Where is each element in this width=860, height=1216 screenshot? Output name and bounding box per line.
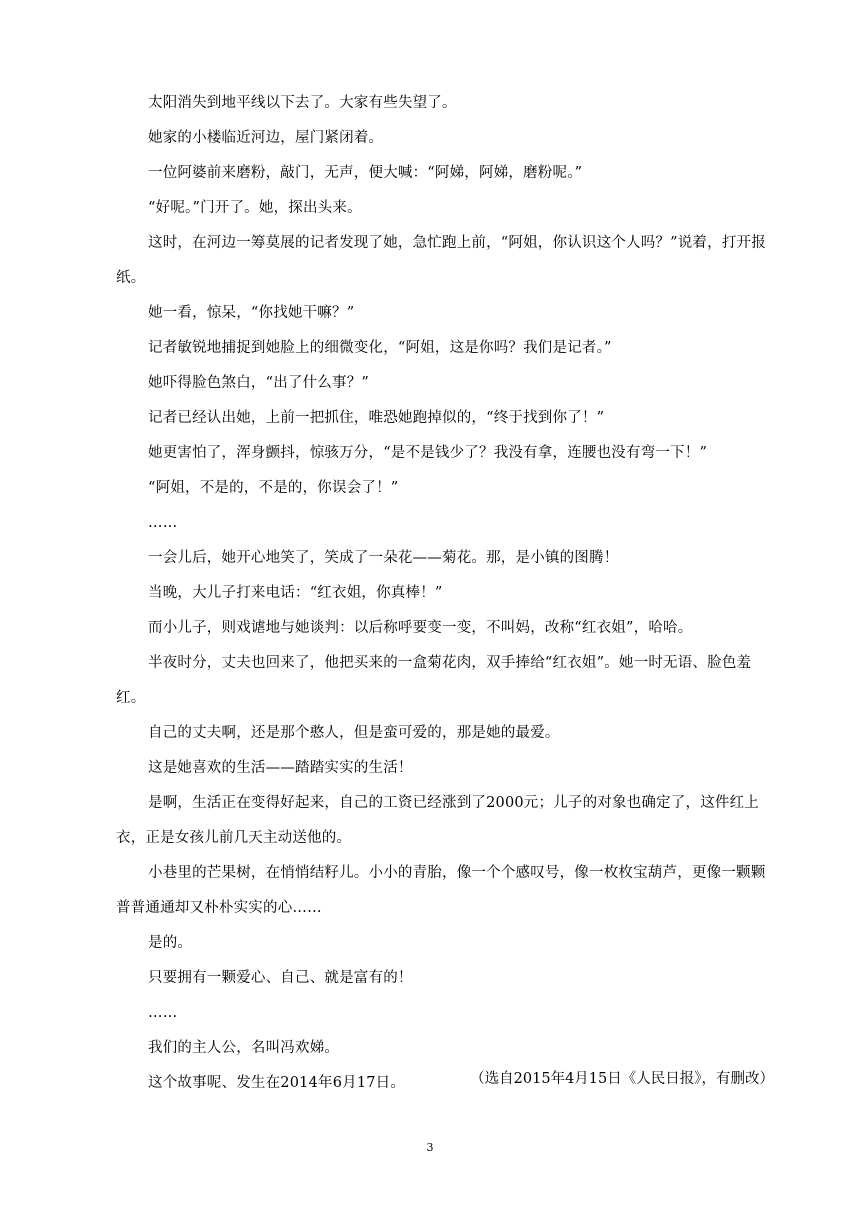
paragraph: 她更害怕了，浑身颤抖，惊骇万分，“是不是钱少了？我没有拿，连腰也没有弯一下！” [148, 445, 708, 461]
paragraph: 是的。 [148, 935, 193, 951]
source-citation: （选自2015年4月15日《人民日报》，有删改） [470, 1071, 774, 1087]
paragraph: 这是她喜欢的生活——踏踏实实的生活！ [148, 760, 413, 776]
paragraph: 自己的丈夫啊，还是那个憨人，但是蛮可爱的，那是她的最爱。 [148, 725, 560, 741]
paragraph: “阿姐，不是的，不是的，你误会了！” [148, 480, 399, 496]
paragraph: 我们的主人公，名叫冯欢娣。 [148, 1040, 340, 1056]
paragraph: 一位阿婆前来磨粉，敲门，无声，便大喊：“阿娣，阿娣，磨粉呢。” [148, 165, 583, 181]
ellipsis-paragraph: …… [148, 1005, 178, 1021]
paragraph: 她一看，惊呆，“你找她干嘛？” [148, 305, 355, 321]
page-number: 3 [426, 1141, 434, 1154]
paragraph: 记者已经认出她，上前一把抓住，唯恐她跑掉似的，“终于找到你了！” [148, 410, 605, 426]
paragraph: 她家的小楼临近河边，屋门紧闭着。 [148, 130, 384, 146]
paragraph: 当晚，大儿子打来电话：“红衣姐，你真棒！” [148, 585, 443, 601]
paragraph: 半夜时分，丈夫也回来了，他把买来的一盒菊花肉，双手捧给“红衣姐”。她一时无语、脸色羞红。 [116, 655, 752, 706]
article-body [116, 86, 776, 1101]
paragraph: 太阳消失到地平线以下去了。大家有些失望了。 [148, 95, 457, 111]
paragraph: 小巷里的芒果树，在悄悄结籽儿。小小的青胎，像一个个感叹号，像一枚枚宝葫芦，更像一颗颗普普通通却又朴朴实实的心…… [116, 865, 766, 916]
paragraph: 只要拥有一颗爱心、自己、就是富有的！ [148, 970, 413, 986]
paragraph: 是啊，生活正在变得好起来，自己的工资已经涨到了2000元；儿子的对象也确定了，这件红上衣，正是女孩儿前几天主动送他的。 [116, 795, 759, 846]
paragraph: “好呢。”门开了。她，探出头来。 [148, 200, 362, 216]
ellipsis-paragraph: …… [148, 515, 178, 531]
paragraph: 记者敏锐地捕捉到她脸上的细微变化，“阿姐，这是你吗？我们是记者。” [148, 340, 612, 356]
paragraph: 这个故事呢、发生在2014年6月17日。 [148, 1075, 406, 1091]
paragraph: 一会儿后，她开心地笑了，笑成了一朵花——菊花。那，是小镇的图腾！ [148, 550, 619, 566]
paragraph: 而小儿子，则戏谑地与她谈判：以后称呼要变一变，不叫妈，改称“红衣姐”，哈哈。 [148, 620, 693, 636]
paragraph: 她吓得脸色煞白，“出了什么事？” [148, 375, 370, 391]
paragraph: 这时，在河边一筹莫展的记者发现了她，急忙跑上前，“阿姐，你认识这个人吗？”说着，打开报纸。 [116, 235, 766, 286]
